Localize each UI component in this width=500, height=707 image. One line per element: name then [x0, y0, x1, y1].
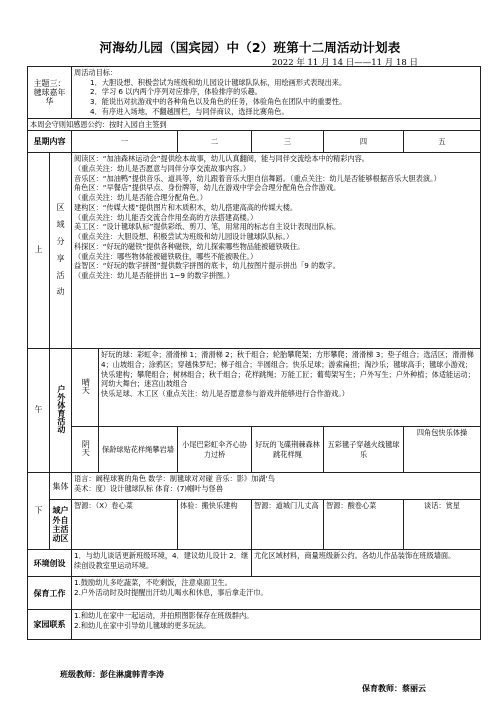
goal-item: 3．能说出对抗游戏中的各种角色以及角色的任务，体验角色在团队中的重要性。 — [90, 97, 347, 107]
family-item: 1.和幼儿在家中一起运动，并拍照图影保存在班级群内。 — [74, 611, 254, 621]
family-item: 2.和幼儿在家中引导幼儿毽球的更多玩法。 — [74, 621, 211, 631]
zone-label-char: 域 — [56, 220, 65, 230]
area-activities — [72, 153, 481, 349]
afternoon-area-item: 智源：道城门儿丈高 — [252, 500, 324, 550]
afternoon-area-item: 智源：（X）卷心菜 — [72, 500, 178, 550]
weekly-goals — [72, 67, 481, 119]
area-line: 角色区：“早餐店”提供早点、身份牌等，幼儿在游戏中学会合理分配角色合作游戏。 — [74, 183, 341, 193]
care-label: 保育工作 — [28, 577, 72, 610]
rainy-item: 四角包快乐体操 — [404, 427, 481, 473]
family-content — [72, 610, 481, 640]
zone-label-char: 活 — [56, 270, 65, 280]
area-line: （重点关注：幼儿是否能拼出 1~9 的数字拼图。） — [74, 270, 234, 280]
sunny-label — [72, 349, 99, 427]
theme-label — [28, 67, 72, 119]
sunny-list: 好玩的球：彩虹伞；滑滑梯 1；滑滑梯 2；秋千组合；轮胎攀爬架；方形攀爬；滑滑梯 3；垫子组合；选活区；滑滑梯 4；山坡组合；涂鸦区；穿越侏罗纪；梯子组合；半圆组合；快乐足球；游索扁担；淘沙乐；毽球高手；毽球小游戏；快乐建构；攀爬组合；树林组合；秋千组合；花样跳绳；万能工匠；葡萄架写生；户外写生；户外种植；体适能运动；河幼大舞台；迷宫山坡组合 — [101, 350, 475, 389]
area-line: （重点关注：幼儿是否能合理分配角色。） — [74, 193, 207, 203]
area-line: 科探区：“好玩的磁铁”提供各种磁铁，幼儿探索哪些物品能被磁铁吸住。 — [74, 241, 305, 251]
date-range: 2022 年 11 月 14 日——11 月 18 日 — [271, 58, 418, 68]
area-line: （重点关注：幼儿是否愿意与同伴分享交流故事内容。） — [74, 164, 251, 174]
morning-side-label — [28, 153, 50, 349]
area-line: 阅读区：“加油森林运动会”提供绘本故事，幼儿认真翻阅，能与同伴交流绘本中的精彩内容。 — [74, 154, 369, 164]
class-teachers: 班级教师：彭住淋虞韩青李涛 — [60, 670, 164, 679]
rainy-item: 保龄球贴花样绳攀岩墙 — [99, 427, 178, 473]
collective-label: 集体 — [50, 473, 72, 500]
sunny-label-text: 晴天 — [81, 377, 91, 394]
environment-label: 环境创设 — [28, 550, 72, 577]
noon-side-char: 午 — [34, 405, 43, 415]
day-mon: 一 — [72, 131, 178, 153]
rainy-item: 好玩的飞碟荆棘森林跳花样绳 — [252, 427, 324, 473]
care-item: 1.鼓励幼儿多吃蔬菜，不吃剩饭，注意桌面卫生。 — [74, 578, 232, 588]
area-line: 益智区：“好玩的数字拼图”提供数字拼图的底卡，幼儿按图片提示拼出「9 的数字。 — [74, 261, 340, 271]
goals-title: 周活动目标： — [74, 68, 118, 77]
week-label: 星期内容 — [28, 131, 72, 153]
day-wed: 三 — [252, 131, 324, 153]
afternoon-side-char: 下 — [34, 505, 43, 515]
collective-line: 语言：阚程球赛的角色 数学：制毽球对对碰 音乐：影》加湖‘鸟 — [74, 474, 275, 484]
area-line: （重点关注：幼儿能否交流合作用垒高的方法搭建高楼。） — [74, 212, 258, 222]
afternoon-area-item: 谈话：赏星 — [404, 500, 481, 550]
rainy-label-text: 阴天 — [81, 439, 91, 456]
outdoor-group-text: 户外体育活动 — [56, 384, 66, 433]
zone-label-char: 享 — [56, 253, 65, 263]
afternoon-area-label: 域户外自主活动区 — [50, 500, 72, 550]
collective-activities — [72, 473, 481, 500]
goal-item: 1．大胆设想、积极尝试为班级和幼儿园设计毽球队队标，用绘画形式表现出来。 — [90, 77, 347, 87]
theme-label-line2: 毽球嘉年 — [33, 87, 66, 97]
area-line: （重点关注：哪些物体能被磁铁吸住，哪些不能被吸住。） — [74, 251, 258, 261]
zone-label-char: 区 — [56, 203, 65, 213]
nursing-teacher: 保育教师：蔡丽云 — [362, 684, 426, 693]
outdoor-group-label — [50, 349, 72, 473]
plan-title: 河海幼儿园（国宾园）中（2）班第十二周活动计划表 — [99, 40, 401, 55]
area-line: 音乐区：“加油鸭”提供音乐、道具等，幼儿跟着音乐大胆自信舞蹈。（重点关注：幼儿是否能够根据音乐大胆表演。） — [74, 173, 441, 183]
zone-label-char: 动 — [56, 287, 65, 297]
day-tue: 二 — [178, 131, 252, 153]
goal-item: 4．有序进入场地，不翻越围栏，与同伴商议，选择比赛角色。 — [90, 106, 289, 116]
environment-right: 尤化区域材料，商量班级新公约。各幼儿作品装饰在班级墙面。 — [252, 550, 481, 577]
area-line: 美工区：“设计毽球队标”提供彩纸、剪刀、笔，用常用的标志自主设计表现出队标。 — [74, 222, 341, 232]
theme-label-line1: 主题三： — [33, 78, 66, 88]
afternoon-area-item: 体验：搬快乐建构 — [178, 500, 252, 550]
area-line: （重点关注：大胆设想、积极尝试为班级和幼儿园设计毽球队队标。） — [74, 232, 294, 242]
care-content — [72, 577, 481, 610]
day-thu: 四 — [324, 131, 404, 153]
sunny-focus: 快乐足球、木工区（重点关注：幼儿是否愿意参与游戏并能够进行合作游戏。） — [101, 389, 349, 399]
afternoon-side-label — [28, 473, 50, 550]
sunny-activities — [99, 349, 481, 427]
plan-table — [27, 66, 481, 640]
collective-line: 美术：度）设计毽球队标 体育：(7)帼叶与怪兽 — [74, 484, 224, 494]
noon-side-label — [28, 349, 50, 473]
afternoon-area-item: 智源：酸卷心菜 — [324, 500, 404, 550]
day-fri: 五 — [404, 131, 481, 153]
zone-label-char: 分 — [56, 237, 65, 247]
zone-label — [50, 153, 72, 349]
pledge: 本周会守则知感恩公约：按时入园自主签到 — [28, 118, 481, 131]
morning-side-char: 上 — [34, 245, 43, 255]
goal-item: 2．学习 6 以内两个序列对应排序，体验排序的乐趣。 — [90, 87, 262, 97]
rainy-item: 小尾巴彩虹伞齐心协力过桥 — [178, 427, 252, 473]
rainy-item: 五彩毽子穿越火线毽球乐 — [324, 427, 404, 473]
care-item: 2.户外活动时及时提醒出汗幼儿喝水和休息，事后拿走汗巾。 — [74, 588, 268, 598]
environment-left: 1．与幼儿谈话更新班级环境，4．建议幼儿设计 2．继续创设教室里运动环境。 — [72, 550, 252, 577]
rainy-label — [72, 427, 99, 473]
theme-label-line3: 华 — [45, 96, 54, 106]
family-label: 家园联系 — [28, 610, 72, 640]
area-line: 建构区：“传媒大楼”提供图片和木质积木，幼儿搭建高高的传媒大楼。 — [74, 202, 298, 212]
